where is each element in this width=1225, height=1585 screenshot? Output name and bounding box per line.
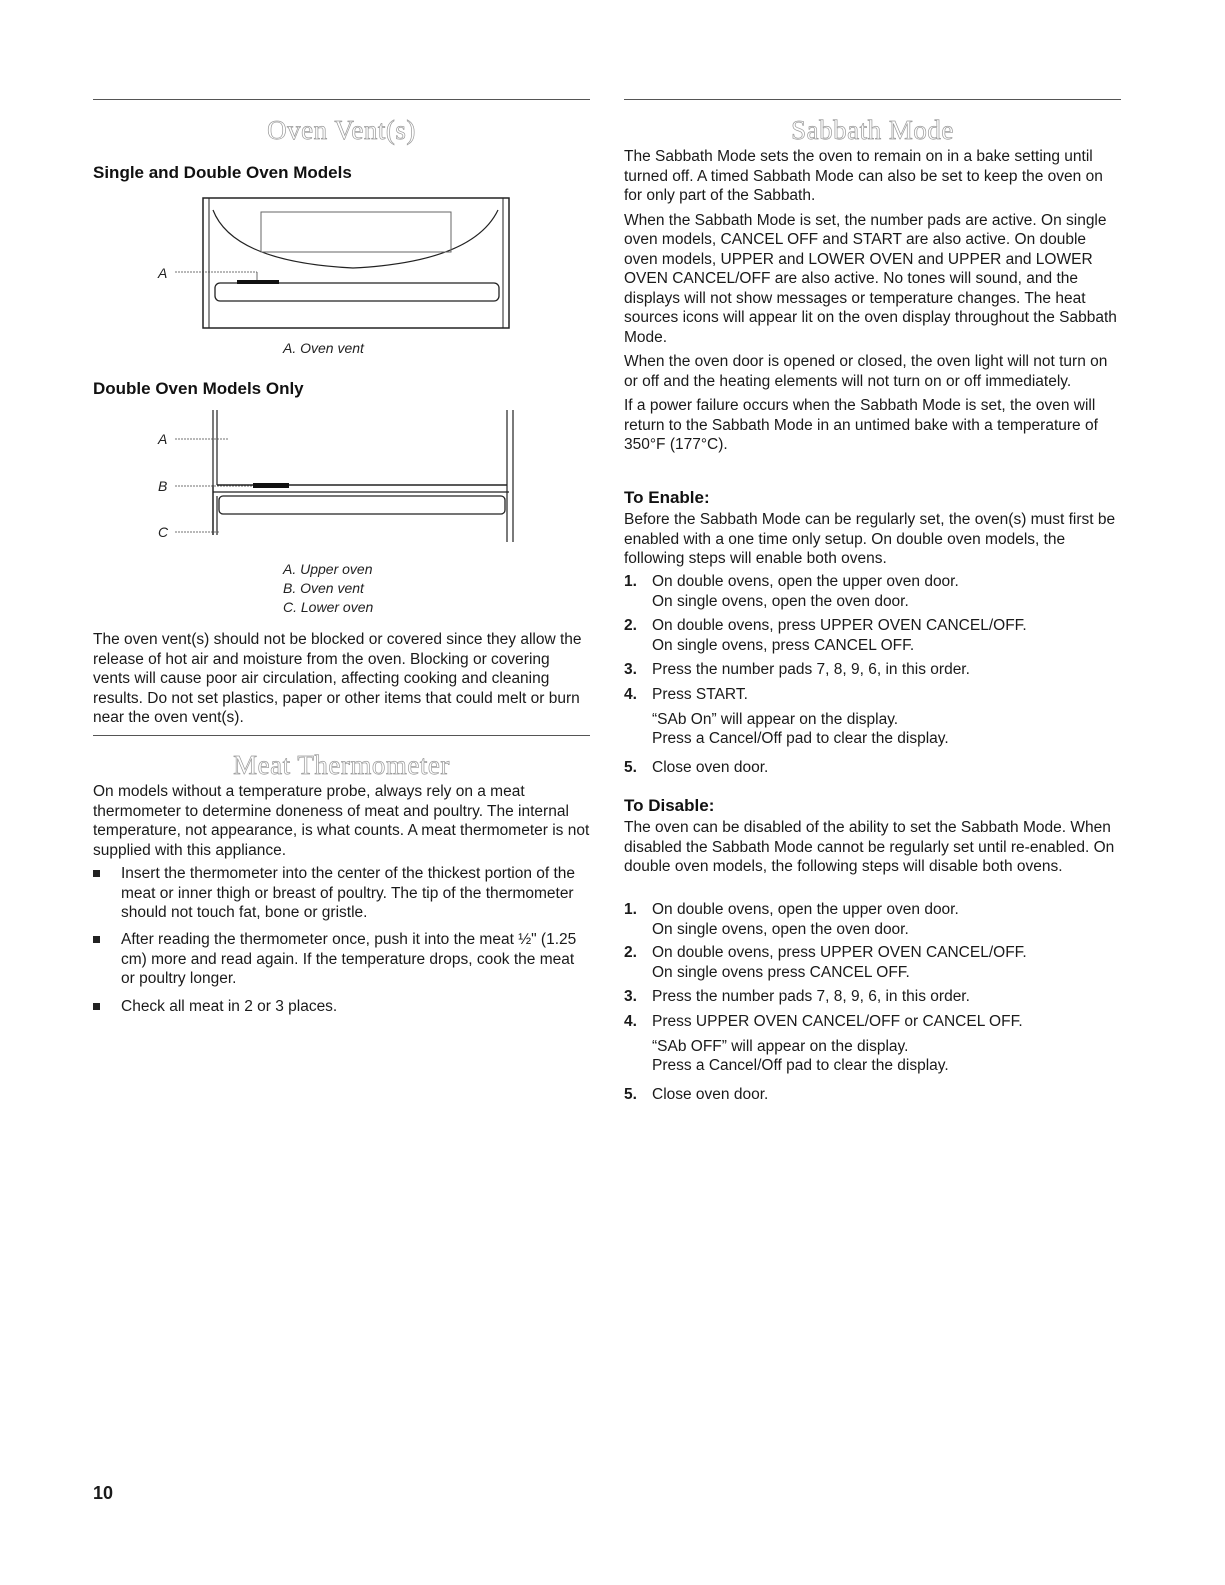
double-only-subhead: Double Oven Models Only xyxy=(93,379,304,398)
enable-subhead: To Enable: xyxy=(624,488,710,507)
disable-step-3: 3. Press the number pads 7, 8, 9, 6, in this order. xyxy=(624,988,970,1005)
meat-thermometer-title: Meat Thermometer xyxy=(233,750,450,780)
disable-step-4: 4. Press UPPER OVEN CANCEL/OFF or CANCEL OFF. “SAb OFF” will appear on the display. Press a Cancel/Off pad to clear the display. xyxy=(624,1013,1023,1074)
section-divider xyxy=(93,99,590,100)
disable-step-5: 5. Close oven door. xyxy=(624,1086,769,1103)
oven-vents-body: The oven vent(s) should not be blocked or covered since they allow the release of hot air and moisture from the oven. Blocking or covering vents will cause poor air circulation, affecting cooking and cleaning results. Do not set plastics, paper or other items that could melt or burn near the oven vent(s). xyxy=(93,631,582,726)
enable-intro: Before the Sabbath Mode can be regularly set, the oven(s) must first be enabled with a one time only setup. On double oven models, the following steps will enable both ovens. xyxy=(624,511,1116,567)
list-item: After reading the thermometer once, push it into the meat ½" (1.25 cm) more and read again. If the temperature drops, cook the meat or poultry longer. xyxy=(93,930,590,989)
sabbath-para: If a power failure occurs when the Sabbath Mode is set, the oven will return to the Sabbath Mode in an untimed bake with a temperature of 350°F (177°C). xyxy=(624,397,1098,453)
enable-step-5: 5. Close oven door. xyxy=(624,759,769,776)
section-divider xyxy=(624,99,1121,100)
oven-vent-figure-double xyxy=(153,410,523,550)
enable-step-3: 3. Press the number pads 7, 8, 9, 6, in this order. xyxy=(624,661,970,678)
bullet-icon xyxy=(93,870,100,877)
oven-vents-title: Oven Vent(s) xyxy=(267,115,416,145)
bullet-icon xyxy=(93,1003,100,1010)
sabbath-para: The Sabbath Mode sets the oven to remain on in a bake setting until turned off. A timed Sabbath Mode can also be set to keep the oven on for only part of the Sabbath. xyxy=(624,148,1103,204)
bullet-icon xyxy=(93,936,100,943)
section-divider xyxy=(93,735,590,736)
enable-step-1: 1. On double ovens, open the upper oven door. On single ovens, open the oven door. xyxy=(624,573,959,610)
fig1-caption: A. Oven vent xyxy=(283,340,364,356)
disable-intro: The oven can be disabled of the ability to set the Sabbath Mode. When disabled the Sabbath Mode cannot be regularly set until re-enabled. On double oven models, the following steps will disable both ovens. xyxy=(624,819,1115,875)
fig1-label-a: A xyxy=(158,265,168,281)
enable-step-2: 2. On double ovens, press UPPER OVEN CANCEL/OFF. On single ovens, press CANCEL OFF. xyxy=(624,617,1027,654)
enable-step-4: 4. Press START. “SAb On” will appear on the display. Press a Cancel/Off pad to clear the display. xyxy=(624,686,949,747)
fig2-label-c: C xyxy=(158,524,169,540)
sabbath-title: Sabbath Mode xyxy=(791,115,954,145)
sabbath-para: When the oven door is opened or closed, the oven light will not turn on or off and the heating elements will not turn on or off immediately. xyxy=(624,353,1108,390)
oven-vent-figure-single xyxy=(153,192,523,337)
fig2-label-a: A xyxy=(158,431,168,447)
page-number: 10 xyxy=(93,1483,114,1503)
fig2-caption-line: C. Lower oven xyxy=(283,599,374,615)
disable-step-2: 2. On double ovens, press UPPER OVEN CANCEL/OFF. On single ovens press CANCEL OFF. xyxy=(624,944,1027,981)
fig2-label-b: B xyxy=(158,478,168,494)
single-double-subhead: Single and Double Oven Models xyxy=(93,163,352,182)
list-item: Check all meat in 2 or 3 places. xyxy=(93,997,590,1017)
meat-thermometer-intro: On models without a temperature probe, always rely on a meat thermometer to determine doneness of meat and poultry. The internal temperature, not appearance, is what counts. A meat thermometer is not supplied with this appliance. xyxy=(93,783,590,859)
disable-step-1: 1. On double ovens, open the upper oven door. On single ovens, open the oven door. xyxy=(624,901,959,938)
fig2-caption xyxy=(283,560,373,617)
fig2-caption-line: B. Oven vent xyxy=(283,580,364,596)
sabbath-para: When the Sabbath Mode is set, the number pads are active. On single oven models, CANCEL OFF and START are also active. On double oven models, UPPER and LOWER OVEN and UPPER and LOWER OVEN CANCEL/OFF are also active. No tones will sound, and the displays will not show messages or temperature changes. The heat sources icons will appear lit on the oven display throughout the Sabbath Mode. xyxy=(624,211,1117,346)
fig2-caption-line: A. Upper oven xyxy=(283,561,373,577)
list-item: Insert the thermometer into the center of the thickest portion of the meat or inner thigh or breast of poultry. The tip of the thermometer should not touch fat, bone or gristle. xyxy=(93,864,590,923)
disable-subhead: To Disable: xyxy=(624,796,715,815)
